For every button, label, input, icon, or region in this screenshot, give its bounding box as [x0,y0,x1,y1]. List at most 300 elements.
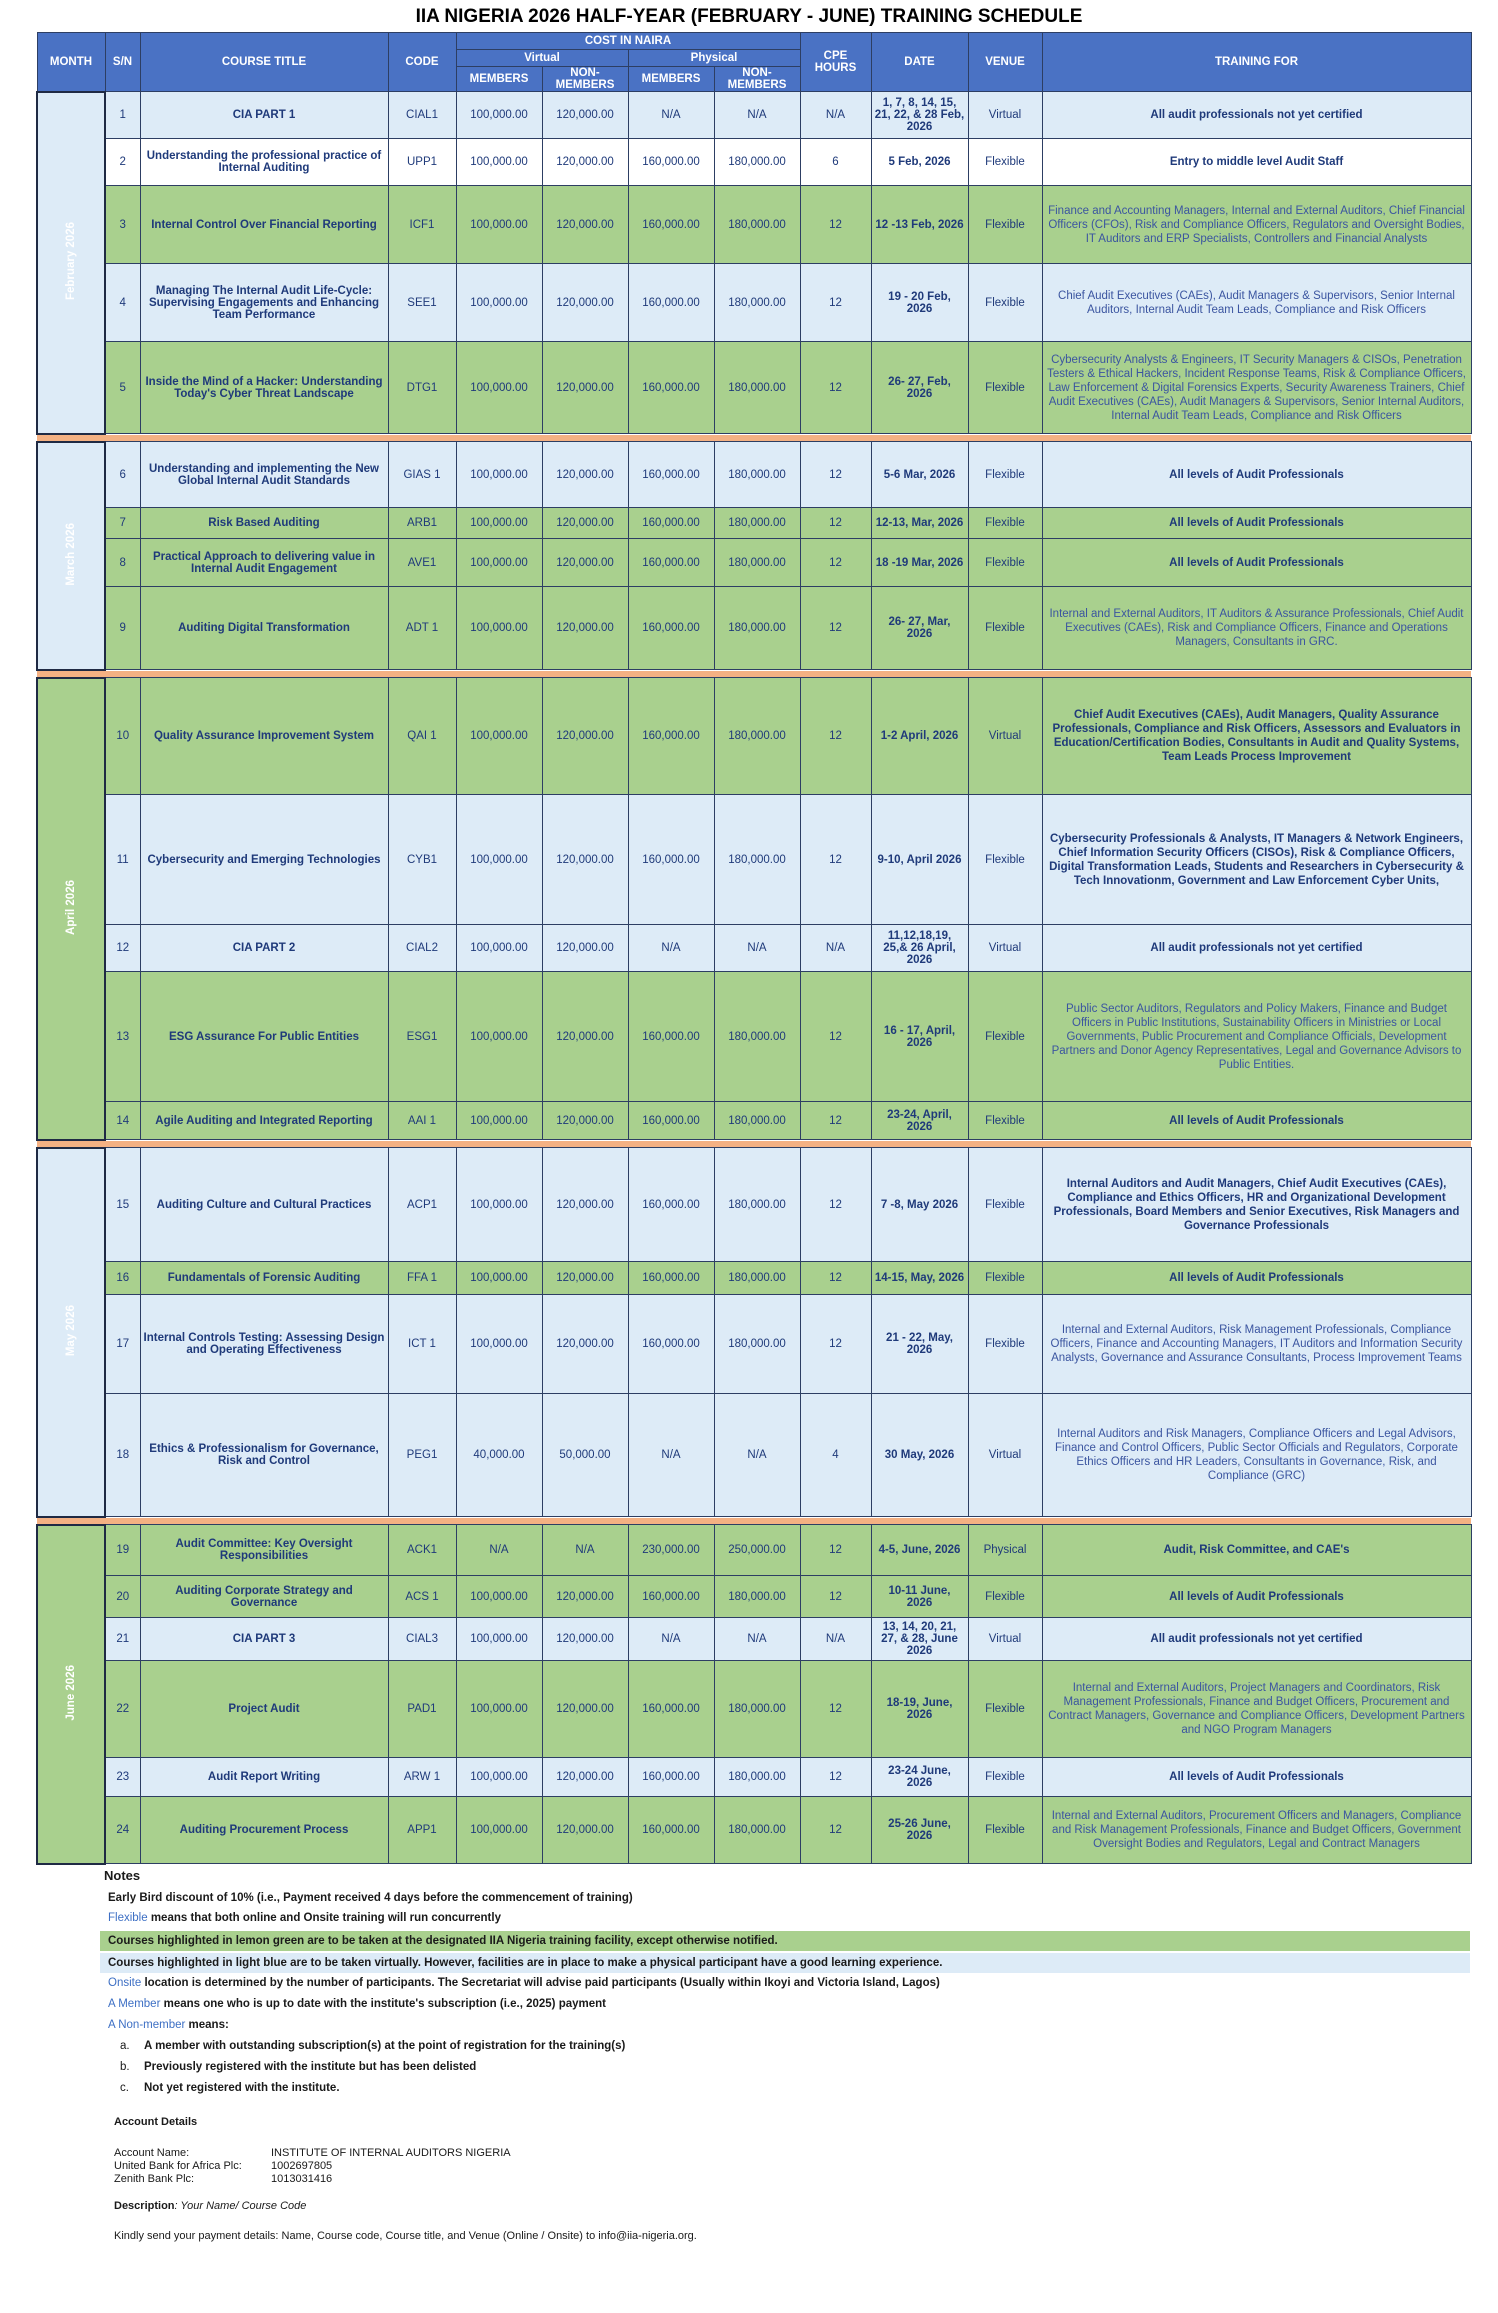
physical-non-members-cost: 180,000.00 [714,442,800,508]
cpe-hours-cell: 12 [800,1576,871,1618]
code-cell: APP1 [388,1797,456,1864]
virtual-non-members-cost: 120,000.00 [542,925,628,972]
cpe-hours-cell: 4 [800,1394,871,1517]
virtual-members-cost: 100,000.00 [456,264,542,342]
venue-cell: Flexible [968,1295,1042,1394]
virtual-members-cost: 100,000.00 [456,186,542,264]
virtual-non-members-cost: 120,000.00 [542,587,628,670]
header-code: CODE [388,33,456,92]
venue-cell: Flexible [968,264,1042,342]
course-title-cell: Auditing Corporate Strategy and Governance [140,1576,388,1618]
training-for-cell: All audit professionals not yet certified [1042,1618,1471,1661]
virtual-non-members-cost: 120,000.00 [542,1661,628,1758]
table-row [37,925,1471,972]
table-row [37,264,1471,342]
course-title-cell: ESG Assurance For Public Entities [140,972,388,1102]
virtual-members-cost: 100,000.00 [456,1262,542,1295]
physical-non-members-cost: 180,000.00 [714,795,800,925]
header-virtual-non-members: NON-MEMBERS [542,67,628,92]
cpe-hours-cell: 12 [800,1262,871,1295]
training-for-cell: All audit professionals not yet certified [1042,925,1471,972]
sn-cell: 9 [105,587,140,670]
cpe-hours-cell: 12 [800,1661,871,1758]
table-row [37,1661,1471,1758]
page-title: IIA NIGERIA 2026 HALF-YEAR (FEBRUARY - JUNE) TRAINING SCHEDULE [415,6,1083,27]
venue-cell: Flexible [968,508,1042,539]
zenith-label: Zenith Bank Plc: [114,2173,195,2185]
course-title-cell: Audit Committee: Key Oversight Responsibilities [140,1525,388,1576]
virtual-members-cost: N/A [456,1525,542,1576]
course-title-cell: Managing The Internal Audit Life-Cycle: Supervising Engagements and Enhancing Team Performance [140,264,388,342]
virtual-members-cost: 100,000.00 [456,1661,542,1758]
physical-members-cost: 160,000.00 [628,139,714,186]
training-for-cell: All levels of Audit Professionals [1042,1758,1471,1797]
table-row [37,1618,1471,1661]
cpe-hours-cell: 12 [800,1797,871,1864]
separator-cell [37,434,1471,442]
virtual-non-members-cost: 120,000.00 [542,508,628,539]
sn-cell: 12 [105,925,140,972]
code-cell: ACP1 [388,1148,456,1262]
month-cell [37,442,105,670]
cpe-hours-cell: 12 [800,442,871,508]
physical-members-cost: 160,000.00 [628,795,714,925]
notes-heading: Notes [104,1868,141,1883]
uba-label: United Bank for Africa Plc: [114,2160,242,2172]
header-cost: COST IN NAIRA [456,33,800,50]
sn-cell: 23 [105,1758,140,1797]
month-separator [37,434,1471,442]
physical-non-members-cost: 180,000.00 [714,1576,800,1618]
item-a-letter: a. [120,2040,130,2052]
header-month: MONTH [37,33,105,92]
venue-cell: Flexible [968,1102,1042,1140]
note-flexible-text: means that both online and Onsite training will run concurrently [147,1912,501,1924]
venue-cell: Flexible [968,1262,1042,1295]
training-schedule-table [36,32,1472,1865]
date-cell: 25-26 June, 2026 [871,1797,968,1864]
code-cell: CIAL1 [388,92,456,139]
date-cell: 4-5, June, 2026 [871,1525,968,1576]
date-cell: 18-19, June, 2026 [871,1661,968,1758]
physical-members-cost: N/A [628,925,714,972]
virtual-non-members-cost: 120,000.00 [542,139,628,186]
date-cell: 26- 27, Feb, 2026 [871,342,968,434]
virtual-members-cost: 100,000.00 [456,678,542,795]
date-cell: 26- 27, Mar, 2026 [871,587,968,670]
virtual-members-cost: 100,000.00 [456,925,542,972]
virtual-members-cost: 100,000.00 [456,1618,542,1661]
cpe-hours-cell: 12 [800,1525,871,1576]
code-cell: ACK1 [388,1525,456,1576]
course-title-cell: Auditing Culture and Cultural Practices [140,1148,388,1262]
venue-cell: Flexible [968,186,1042,264]
month-label: May 2026 [65,1304,77,1357]
sn-cell: 21 [105,1618,140,1661]
physical-non-members-cost: 180,000.00 [714,972,800,1102]
physical-members-cost: 160,000.00 [628,1758,714,1797]
date-cell: 7 -8, May 2026 [871,1148,968,1262]
course-title-cell: Auditing Digital Transformation [140,587,388,670]
sn-cell: 10 [105,678,140,795]
training-for-cell: All levels of Audit Professionals [1042,508,1471,539]
virtual-non-members-cost: 120,000.00 [542,264,628,342]
description-row [114,2200,306,2212]
venue-cell: Flexible [968,442,1042,508]
course-title-cell: Audit Report Writing [140,1758,388,1797]
date-cell: 23-24, April, 2026 [871,1102,968,1140]
table-row [37,1262,1471,1295]
course-title-cell: Auditing Procurement Process [140,1797,388,1864]
item-c-letter: c. [120,2082,129,2094]
header-virtual-members: MEMBERS [456,67,542,92]
physical-non-members-cost: N/A [714,1618,800,1661]
date-cell: 21 - 22, May, 2026 [871,1295,968,1394]
venue-cell: Flexible [968,1797,1042,1864]
date-cell: 18 -19 Mar, 2026 [871,539,968,587]
venue-cell: Flexible [968,1758,1042,1797]
month-cell [37,92,105,434]
physical-non-members-cost: 180,000.00 [714,587,800,670]
venue-cell: Flexible [968,972,1042,1102]
sn-cell: 2 [105,139,140,186]
training-for-cell: All levels of Audit Professionals [1042,1576,1471,1618]
course-title-cell: Fundamentals of Forensic Auditing [140,1262,388,1295]
uba-row [114,2160,332,2172]
code-cell: CIAL2 [388,925,456,972]
note-blue-highlight: Courses highlighted in light blue are to be taken virtually. However, facilities are in place to make a physical participant have a good learning experience. [100,1953,1470,1973]
training-for-cell: Chief Audit Executives (CAEs), Audit Managers & Supervisors, Senior Internal Auditors, Internal Audit Team Leads, Compliance and Risk Officers [1042,264,1471,342]
uba-account-number: 1002697805 [271,2160,333,2172]
separator-cell [37,1517,1471,1525]
virtual-members-cost: 40,000.00 [456,1394,542,1517]
training-for-cell: All levels of Audit Professionals [1042,1262,1471,1295]
course-title-cell: CIA PART 2 [140,925,388,972]
cpe-hours-cell: 12 [800,186,871,264]
course-title-cell: Practical Approach to delivering value in Internal Audit Engagement [140,539,388,587]
physical-non-members-cost: 180,000.00 [714,1102,800,1140]
venue-cell: Virtual [968,1618,1042,1661]
table-row [37,442,1471,508]
header-physical: Physical [628,50,800,67]
physical-non-members-cost: N/A [714,925,800,972]
virtual-members-cost: 100,000.00 [456,139,542,186]
date-cell: 11,12,18,19, 25,& 26 April, 2026 [871,925,968,972]
training-for-cell: Chief Audit Executives (CAEs), Audit Managers, Quality Assurance Professionals, Compliance and Risk Officers, Assessors and Evaluators in Education/Certification Bodies, Consultants in Audit and Quality Systems, Team Leads Process Improvement [1042,678,1471,795]
training-for-cell: Cybersecurity Professionals & Analysts, IT Managers & Network Engineers, Chief Information Security Officers (CISOs), Risk & Compliance Officers, Digital Transformation Leads, Students and Researchers in Cybersecurity & Tech Innovationm, Government and Law Enforcement Cyber Units, [1042,795,1471,925]
sn-cell: 18 [105,1394,140,1517]
virtual-non-members-cost: 120,000.00 [542,92,628,139]
table-row [37,1576,1471,1618]
code-cell: SEE1 [388,264,456,342]
virtual-members-cost: 100,000.00 [456,1295,542,1394]
training-for-cell: Internal Auditors and Risk Managers, Compliance Officers and Legal Advisors, Finance and Control Officers, Public Sector Officials and Regulators, Corporate Ethics Officers and HR Leaders, Consultants in Governance, Risk, and Compliance (GRC) [1042,1394,1471,1517]
sn-cell: 15 [105,1148,140,1262]
sn-cell: 19 [105,1525,140,1576]
table-row [37,1394,1471,1517]
course-title-cell: Agile Auditing and Integrated Reporting [140,1102,388,1140]
code-cell: ARB1 [388,508,456,539]
header-venue: VENUE [968,33,1042,92]
non-member-item-b [120,2061,476,2073]
physical-non-members-cost: 180,000.00 [714,1148,800,1262]
virtual-members-cost: 100,000.00 [456,972,542,1102]
virtual-members-cost: 100,000.00 [456,1758,542,1797]
physical-members-cost: 160,000.00 [628,264,714,342]
virtual-non-members-cost: 120,000.00 [542,1758,628,1797]
header-physical-non-members: NON-MEMBERS [714,67,800,92]
virtual-non-members-cost: 120,000.00 [542,678,628,795]
cpe-hours-cell: N/A [800,1618,871,1661]
course-title-cell: CIA PART 3 [140,1618,388,1661]
note-member-text: means one who is up to date with the institute's subscription (i.e., 2025) payment [160,1998,606,2010]
sn-cell: 6 [105,442,140,508]
code-cell: GIAS 1 [388,442,456,508]
date-cell: 10-11 June, 2026 [871,1576,968,1618]
cpe-hours-cell: 12 [800,1148,871,1262]
course-title-cell: Internal Controls Testing: Assessing Design and Operating Effectiveness [140,1295,388,1394]
physical-non-members-cost: N/A [714,1394,800,1517]
sn-cell: 11 [105,795,140,925]
code-cell: QAI 1 [388,678,456,795]
virtual-members-cost: 100,000.00 [456,1797,542,1864]
schedule-body [37,92,1471,1864]
virtual-non-members-cost: 50,000.00 [542,1394,628,1517]
course-title-cell: Quality Assurance Improvement System [140,678,388,795]
venue-cell: Flexible [968,139,1042,186]
table-row [37,539,1471,587]
month-label: June 2026 [65,1664,77,1721]
training-for-cell: All levels of Audit Professionals [1042,539,1471,587]
physical-members-cost: 160,000.00 [628,1102,714,1140]
virtual-non-members-cost: 120,000.00 [542,972,628,1102]
note-onsite [100,1973,1470,1993]
table-row [37,1148,1471,1262]
physical-members-cost: 160,000.00 [628,186,714,264]
cpe-hours-cell: 12 [800,1295,871,1394]
code-cell: ICT 1 [388,1295,456,1394]
note-non-member-text: means: [185,2019,229,2031]
training-for-cell: Internal and External Auditors, Risk Management Professionals, Compliance Officers, Finance and Accounting Managers, IT Auditors and Information Security Analysts, Governance and Assurance Consultants, Process Improvement Teams [1042,1295,1471,1394]
separator-cell [37,1140,1471,1148]
date-cell: 13, 14, 20, 21, 27, & 28, June 2026 [871,1618,968,1661]
physical-members-cost: 160,000.00 [628,587,714,670]
physical-members-cost: N/A [628,1394,714,1517]
description-value: : Your Name/ Course Code [174,2200,307,2212]
month-separator [37,670,1471,678]
venue-cell: Flexible [968,1576,1042,1618]
cpe-hours-cell: 12 [800,508,871,539]
header-virtual: Virtual [456,50,628,67]
date-cell: 12-13, Mar, 2026 [871,508,968,539]
code-cell: FFA 1 [388,1262,456,1295]
physical-members-cost: 160,000.00 [628,1576,714,1618]
physical-non-members-cost: 180,000.00 [714,508,800,539]
item-b-text: Previously registered with the institute but has been delisted [144,2061,477,2073]
training-for-cell: Audit, Risk Committee, and CAE's [1042,1525,1471,1576]
sn-cell: 3 [105,186,140,264]
zenith-account-number: 1013031416 [271,2173,333,2185]
code-cell: PAD1 [388,1661,456,1758]
zenith-row [114,2173,332,2185]
non-member-item-c [120,2082,340,2094]
physical-members-cost: 160,000.00 [628,972,714,1102]
table-row [37,587,1471,670]
training-for-cell: Internal and External Auditors, Project Managers and Coordinators, Risk Management Professionals, Finance and Budget Officers, Procurement and Contract Managers, Governance and Compliance Officers, Development Partners and NGO Program Managers [1042,1661,1471,1758]
virtual-non-members-cost: N/A [542,1525,628,1576]
code-cell: ADT 1 [388,587,456,670]
sn-cell: 20 [105,1576,140,1618]
physical-members-cost: 160,000.00 [628,1148,714,1262]
cpe-hours-cell: 12 [800,342,871,434]
sn-cell: 24 [105,1797,140,1864]
virtual-members-cost: 100,000.00 [456,442,542,508]
course-title-cell: Internal Control Over Financial Reporting [140,186,388,264]
venue-cell: Virtual [968,92,1042,139]
virtual-non-members-cost: 120,000.00 [542,1295,628,1394]
virtual-members-cost: 100,000.00 [456,1576,542,1618]
physical-non-members-cost: 180,000.00 [714,539,800,587]
physical-members-cost: 160,000.00 [628,442,714,508]
training-for-cell: Internal and External Auditors, Procurement Officers and Managers, Compliance and Risk Management Professionals, Finance and Budget Officers, Government Oversight Bodies and Regulators, Legal and Contract Managers [1042,1797,1471,1864]
physical-non-members-cost: 180,000.00 [714,1295,800,1394]
code-cell: AVE1 [388,539,456,587]
code-cell: AAI 1 [388,1102,456,1140]
sn-cell: 4 [105,264,140,342]
training-for-cell: Public Sector Auditors, Regulators and Policy Makers, Finance and Budget Officers in Public Institutions, Sustainability Officers in Ministries or Local Governments, Public Procurement and Compliance Officials, Development Partners and Donor Agency Representatives, Legal and Governance Advisors to Public Entities. [1042,972,1471,1102]
table-row [37,186,1471,264]
sn-cell: 16 [105,1262,140,1295]
account-name-row [114,2147,511,2159]
month-cell [37,678,105,1140]
table-row [37,342,1471,434]
cpe-hours-cell: 12 [800,972,871,1102]
cpe-hours-cell: 6 [800,139,871,186]
virtual-members-cost: 100,000.00 [456,587,542,670]
cpe-hours-cell: 12 [800,795,871,925]
code-cell: ARW 1 [388,1758,456,1797]
virtual-non-members-cost: 120,000.00 [542,1618,628,1661]
cpe-hours-cell: 12 [800,264,871,342]
sn-cell: 5 [105,342,140,434]
sn-cell: 22 [105,1661,140,1758]
note-member [100,1994,1470,2014]
cpe-hours-cell: 12 [800,539,871,587]
payment-instructions: Kindly send your payment details: Name, Course code, Course title, and Venue (Online / Onsite) to info@iia-nigeria.org. [114,2230,697,2242]
table-row [37,1295,1471,1394]
physical-non-members-cost: 180,000.00 [714,1797,800,1864]
training-for-cell: Cybersecurity Analysts & Engineers, IT Security Managers & CISOs, Penetration Testers & Ethical Hackers, Incident Response Teams, Risk & Compliance Officers, Law Enforcement & Digital Forensics Experts, Security Awareness Trainers, Chief Audit Executives (CAEs), Audit Managers & Supervisors, Senior Internal Auditors, Internal Audit Team Leads, Compliance and Risk Officers [1042,342,1471,434]
code-cell: ICF1 [388,186,456,264]
physical-non-members-cost: 180,000.00 [714,342,800,434]
month-separator [37,1140,1471,1148]
code-cell: CIAL3 [388,1618,456,1661]
date-cell: 23-24 June, 2026 [871,1758,968,1797]
table-row [37,1797,1471,1864]
training-for-cell: Finance and Accounting Managers, Internal and External Auditors, Chief Financial Officers (CFOs), Risk and Compliance Officers, Regulators and Oversight Bodies, IT Auditors and ERP Specialists, Controllers and Financial Analysts [1042,186,1471,264]
venue-cell: Flexible [968,587,1042,670]
table-row [37,1758,1471,1797]
note-onsite-keyword: Onsite [108,1977,142,1989]
header-training-for: TRAINING FOR [1042,33,1471,92]
course-title-cell: Risk Based Auditing [140,508,388,539]
date-cell: 12 -13 Feb, 2026 [871,186,968,264]
virtual-members-cost: 100,000.00 [456,1102,542,1140]
account-name-value: INSTITUTE OF INTERNAL AUDITORS NIGERIA [271,2147,511,2159]
venue-cell: Virtual [968,1394,1042,1517]
month-cell [37,1148,105,1517]
note-flexible-keyword: Flexible [108,1912,148,1924]
virtual-non-members-cost: 120,000.00 [542,342,628,434]
venue-cell: Flexible [968,342,1042,434]
physical-non-members-cost: N/A [714,92,800,139]
venue-cell: Flexible [968,795,1042,925]
course-title-cell: Understanding the professional practice of Internal Auditing [140,139,388,186]
physical-members-cost: 230,000.00 [628,1525,714,1576]
physical-non-members-cost: 180,000.00 [714,186,800,264]
physical-non-members-cost: 250,000.00 [714,1525,800,1576]
code-cell: ACS 1 [388,1576,456,1618]
sn-cell: 1 [105,92,140,139]
table-row [37,678,1471,795]
table-row [37,1102,1471,1140]
venue-cell: Flexible [968,1148,1042,1262]
virtual-members-cost: 100,000.00 [456,539,542,587]
virtual-members-cost: 100,000.00 [456,508,542,539]
physical-non-members-cost: 180,000.00 [714,678,800,795]
virtual-non-members-cost: 120,000.00 [542,442,628,508]
virtual-non-members-cost: 120,000.00 [542,186,628,264]
virtual-non-members-cost: 120,000.00 [542,795,628,925]
table-row [37,508,1471,539]
physical-non-members-cost: 180,000.00 [714,139,800,186]
item-a-text: A member with outstanding subscription(s) at the point of registration for the training(s) [144,2040,626,2052]
training-for-cell: All levels of Audit Professionals [1042,442,1471,508]
physical-members-cost: 160,000.00 [628,508,714,539]
note-member-keyword: A Member [108,1998,161,2010]
header-cpe-hours: CPE HOURS [800,33,871,92]
header-course-title: COURSE TITLE [140,33,388,92]
date-cell: 5-6 Mar, 2026 [871,442,968,508]
cpe-hours-cell: 12 [800,1758,871,1797]
month-label: March 2026 [65,522,77,586]
note-non-member [100,2015,1470,2035]
cpe-hours-cell: N/A [800,92,871,139]
cpe-hours-cell: 12 [800,678,871,795]
date-cell: 19 - 20 Feb, 2026 [871,264,968,342]
training-for-cell: All audit professionals not yet certified [1042,92,1471,139]
date-cell: 14-15, May, 2026 [871,1262,968,1295]
cpe-hours-cell: 12 [800,1102,871,1140]
venue-cell: Virtual [968,678,1042,795]
header-physical-members: MEMBERS [628,67,714,92]
table-row [37,795,1471,925]
physical-members-cost: 160,000.00 [628,342,714,434]
virtual-non-members-cost: 120,000.00 [542,1148,628,1262]
non-member-item-a [120,2040,625,2052]
virtual-non-members-cost: 120,000.00 [542,1102,628,1140]
item-b-letter: b. [120,2061,130,2073]
physical-members-cost: 160,000.00 [628,1661,714,1758]
table-row [37,139,1471,186]
date-cell: 1, 7, 8, 14, 15, 21, 22, & 28 Feb, 2026 [871,92,968,139]
account-heading: Account Details [114,2116,198,2128]
physical-members-cost: 160,000.00 [628,1262,714,1295]
physical-members-cost: 160,000.00 [628,1797,714,1864]
note-onsite-text: location is determined by the number of participants. The Secretariat will advise paid participants (Usually within Ikoyi and Victoria Island, Lagos) [141,1977,940,1989]
virtual-non-members-cost: 120,000.00 [542,1797,628,1864]
virtual-members-cost: 100,000.00 [456,92,542,139]
